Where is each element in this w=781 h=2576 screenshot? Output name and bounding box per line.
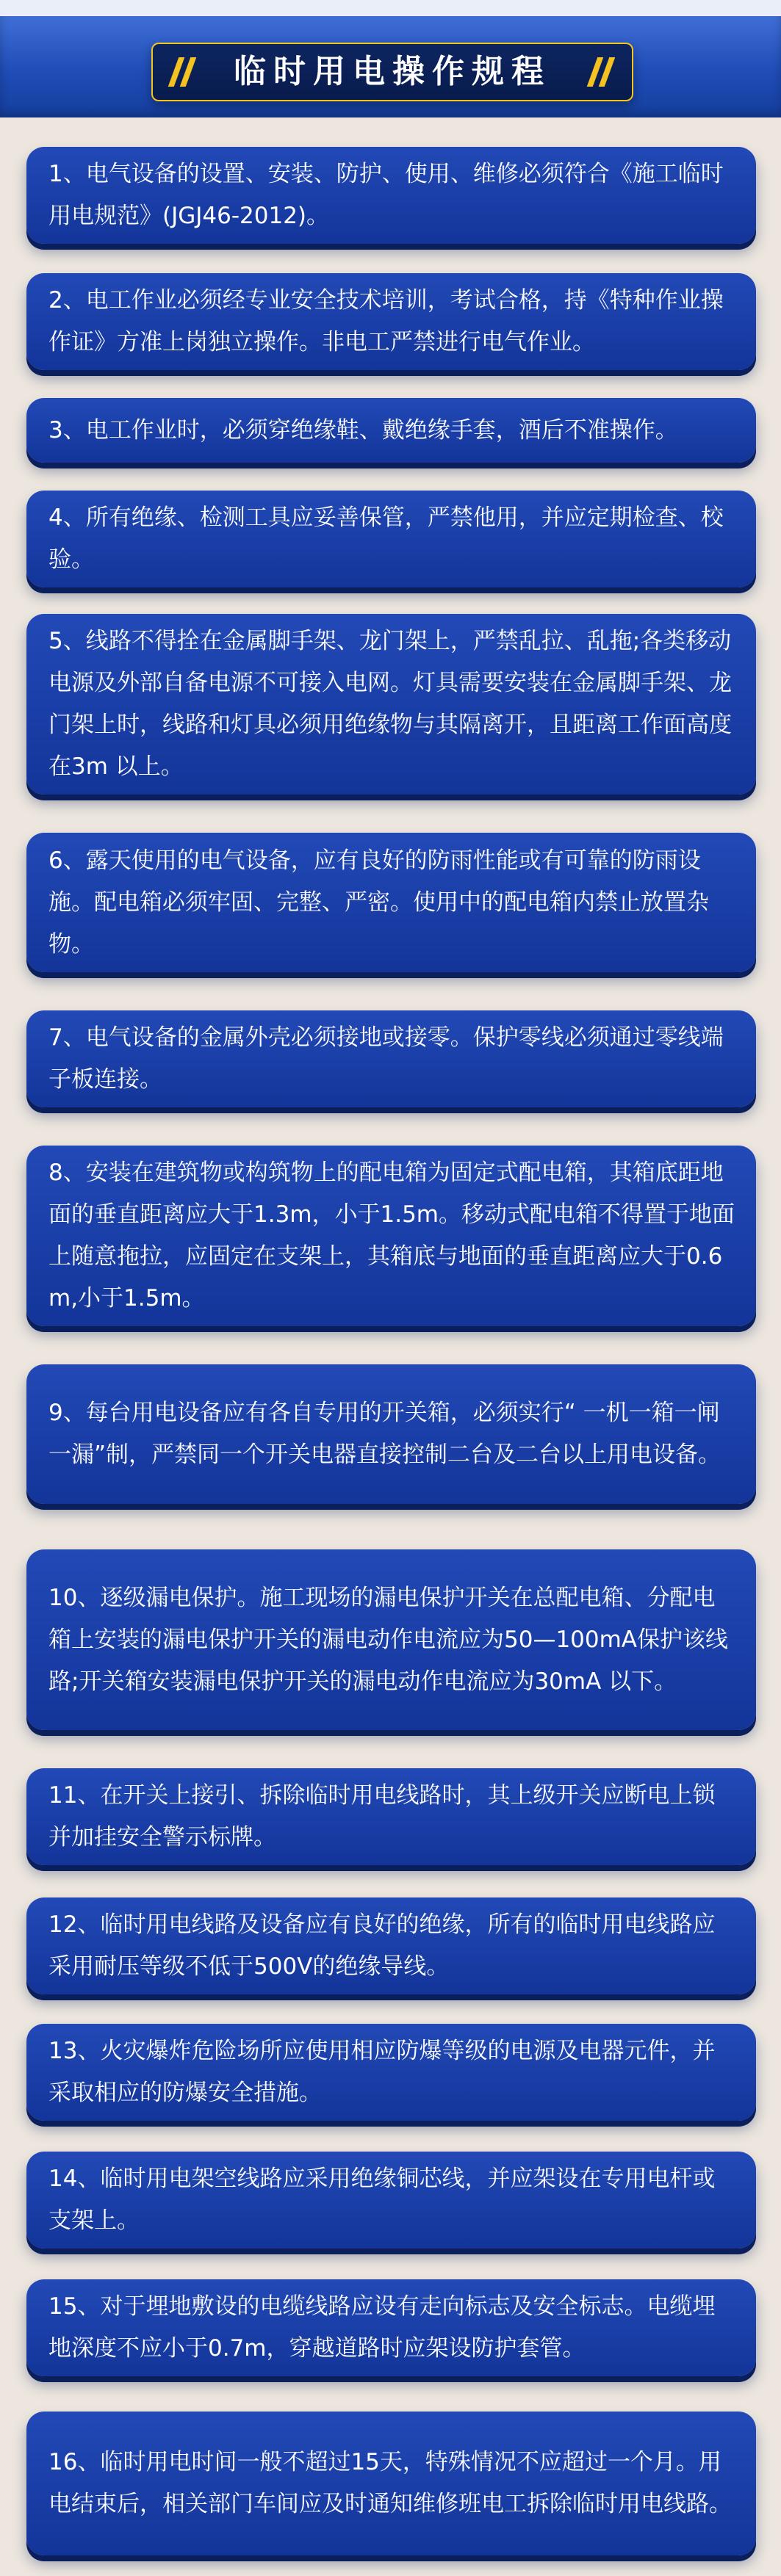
rule-card-3 xyxy=(26,398,756,463)
rule-card-16 xyxy=(26,2412,756,2555)
rule-card-15 xyxy=(26,2279,756,2376)
top-strip xyxy=(0,0,781,16)
rule-text: 6、露天使用的电气设备，应有良好的防雨性能或有可靠的防雨设施。配电箱必须牢固、完整、严密。使用中的配电箱内禁止放置杂物。 xyxy=(48,847,709,958)
rule-card-1 xyxy=(26,147,756,244)
rule-text: 16、临时用电时间一般不超过15天，特殊情况不应超过一个月。用电结束后，相关部门车间应及时通知维修班电工拆除临时用电线路。 xyxy=(48,2449,732,2517)
rule-text: 3、电工作业时，必须穿绝缘鞋、戴绝缘手套，酒后不准操作。 xyxy=(48,416,678,444)
rule-text: 7、电气设备的金属外壳必须接地或接零。保护零线必须通过零线端子板连接。 xyxy=(48,1024,724,1093)
rule-card-8 xyxy=(26,1146,756,1326)
rule-text: 4、所有绝缘、检测工具应妥善保管，严禁他用，并应定期检查、校验。 xyxy=(48,504,724,573)
rule-text: 9、每台用电设备应有各自专用的开关箱，必须实行“ 一机一箱一闸一漏”制，严禁同一个开关电器直接控制二台及二台以上用电设备。 xyxy=(48,1400,721,1468)
rule-text: 8、安装在建筑物或构筑物上的配电箱为固定式配电箱，其箱底距地面的垂直距离应大于1.3m，小于1.5m。移动式配电箱不得置于地面上随意拖拉，应固定在支架上，其箱底与地面的垂直距离应大于0.6m,小于1.5m。 xyxy=(48,1159,735,1311)
rule-card-7 xyxy=(26,1010,756,1107)
slash-decoration-right-icon xyxy=(585,57,619,87)
rule-card-13 xyxy=(26,2024,756,2121)
rule-text: 1、电气设备的设置、安装、防护、使用、维修必须符合《施工临时用电规范》(JGJ46-2012)。 xyxy=(48,161,724,229)
rule-text: 10、逐级漏电保护。施工现场的漏电保护开关在总配电箱、分配电箱上安装的漏电保护开关的漏电动作电流应为50—100mA保护该线路;开关箱安装漏电保护开关的漏电动作电流应为30mA 以下。 xyxy=(48,1584,729,1695)
slash-decoration-left-icon xyxy=(166,57,200,87)
header-band xyxy=(0,16,781,117)
rule-text: 12、临时用电线路及设备应有良好的绝缘，所有的临时用电线路应采用耐压等级不低于500V的绝缘导线。 xyxy=(48,1911,716,1980)
title-banner xyxy=(151,43,633,101)
page-title: 临时用电操作规程 xyxy=(234,53,551,90)
rule-text: 14、临时用电架空线路应采用绝缘铜芯线，并应架设在专用电杆或支架上。 xyxy=(48,2166,716,2234)
rule-card-11 xyxy=(26,1768,756,1865)
rule-text: 11、在开关上接引、拆除临时用电线路时，其上级开关应断电上锁并加挂安全警示标牌。 xyxy=(48,1782,716,1850)
rule-card-12 xyxy=(26,1897,756,1994)
rule-text: 13、火灾爆炸危险场所应使用相应防爆等级的电源及电器元件，并采取相应的防爆安全措施。 xyxy=(48,2038,716,2106)
rule-card-4 xyxy=(26,491,756,587)
rule-card-6 xyxy=(26,833,756,972)
rule-card-9 xyxy=(26,1364,756,1504)
rule-card-14 xyxy=(26,2152,756,2248)
rule-card-10 xyxy=(26,1549,756,1730)
rule-text: 15、对于埋地敷设的电缆线路应设有走向标志及安全标志。电缆埋地深度不应小于0.7m，穿越道路时应架设防护套管。 xyxy=(48,2293,716,2362)
rule-card-5 xyxy=(26,614,756,795)
rule-card-2 xyxy=(26,273,756,370)
rule-text: 2、电工作业必须经专业安全技术培训，考试合格，持《特种作业操作证》方准上岗独立操作。非电工严禁进行电气作业。 xyxy=(48,287,724,355)
rule-text: 5、线路不得拴在金属脚手架、龙门架上，严禁乱拉、乱拖;各类移动电源及外部自备电源不可接入电网。灯具需要安装在金属脚手架、龙门架上时，线路和灯具必须用绝缘物与其隔离开，且距离工作面高度在3m 以上。 xyxy=(48,628,732,780)
